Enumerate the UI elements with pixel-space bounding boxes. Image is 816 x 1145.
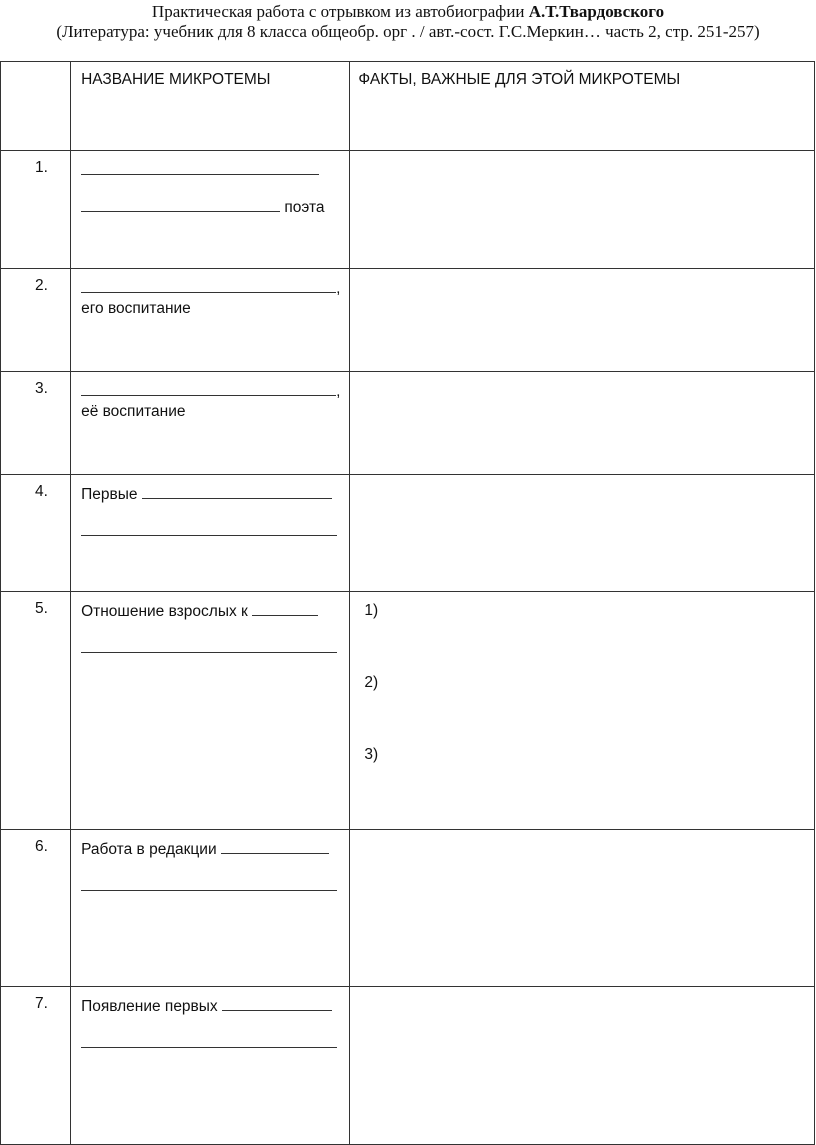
facts-cell[interactable]: [350, 987, 815, 1145]
answer-line: [81, 160, 339, 181]
answer-line: [81, 839, 339, 860]
facts-cell[interactable]: [350, 269, 815, 372]
answer-line: [81, 521, 339, 542]
column-header-name: НАЗВАНИЕ МИКРОТЕМЫ: [81, 71, 271, 88]
answer-text: Появление первых: [81, 998, 218, 1015]
table-row: [1, 592, 815, 830]
row-number-cell: [1, 151, 71, 269]
table-row: [1, 151, 815, 269]
microtheme-name-cell[interactable]: [71, 151, 350, 269]
answer-line: [81, 876, 339, 897]
answer-suffix: ,: [336, 383, 341, 400]
row-number: 7.: [35, 995, 48, 1012]
table-row: [1, 830, 815, 987]
answer-line: [81, 996, 339, 1017]
answer-text: Отношение взрослых к: [81, 603, 248, 620]
answer-line: [81, 278, 339, 299]
answer-text: её воспитание: [81, 403, 186, 420]
header-name-cell: [71, 62, 350, 151]
answer-blank[interactable]: [81, 638, 337, 653]
row-number-cell: [1, 830, 71, 987]
row-number: 6.: [35, 838, 48, 855]
answer-blank[interactable]: [81, 278, 336, 293]
row-number-cell: [1, 475, 71, 592]
fact-number: 2): [364, 674, 379, 691]
answer-line: [81, 484, 339, 505]
row-number-cell: [1, 592, 71, 830]
table-row: [1, 372, 815, 475]
answer-blank[interactable]: [81, 197, 280, 212]
facts-cell[interactable]: [350, 475, 815, 592]
facts-cell[interactable]: [350, 372, 815, 475]
table-header-row: [1, 62, 815, 151]
answer-blank[interactable]: [222, 996, 332, 1011]
answer-text: его воспитание: [81, 300, 191, 317]
microtheme-name-cell[interactable]: [71, 372, 350, 475]
answer-text: Работа в редакции: [81, 841, 217, 858]
fact-number: 3): [364, 746, 379, 763]
answer-line: [81, 1033, 339, 1054]
microtheme-table: [0, 61, 815, 1145]
row-number: 2.: [35, 277, 48, 294]
facts-cell[interactable]: [350, 151, 815, 269]
row-number: 3.: [35, 380, 48, 397]
answer-blank[interactable]: [142, 484, 332, 499]
answer-blank[interactable]: [81, 381, 336, 396]
microtheme-name-cell[interactable]: [71, 830, 350, 987]
facts-cell[interactable]: [350, 830, 815, 987]
answer-suffix: поэта: [284, 199, 325, 216]
answer-line: [81, 381, 339, 402]
header-num-cell: [1, 62, 71, 151]
answer-line: [81, 638, 339, 659]
row-number: 5.: [35, 600, 48, 617]
page-title: [0, 2, 816, 22]
microtheme-name-cell[interactable]: [71, 269, 350, 372]
table-row: [1, 269, 815, 372]
row-number: 1.: [35, 159, 48, 176]
fact-number: 1): [364, 602, 379, 619]
header-facts-cell: [350, 62, 815, 151]
answer-blank[interactable]: [81, 1033, 337, 1048]
row-number-cell: [1, 372, 71, 475]
title-author: А.Т.Твардовского: [528, 2, 665, 21]
answer-blank[interactable]: [81, 521, 337, 536]
answer-text: Первые: [81, 486, 138, 503]
row-number: 4.: [35, 483, 48, 500]
column-header-facts: ФАКТЫ, ВАЖНЫЕ ДЛЯ ЭТОЙ МИКРОТЕМЫ: [358, 71, 681, 88]
answer-line: [81, 197, 339, 218]
table-row: [1, 475, 815, 592]
answer-blank[interactable]: [81, 876, 337, 891]
microtheme-name-cell[interactable]: [71, 592, 350, 830]
title-text: Практическая работа с отрывком из автобиографии: [151, 2, 529, 21]
answer-blank[interactable]: [221, 839, 329, 854]
answer-line: [81, 601, 339, 622]
answer-blank[interactable]: [252, 601, 318, 616]
answer-blank[interactable]: [81, 160, 319, 175]
facts-cell[interactable]: [350, 592, 815, 830]
microtheme-name-cell[interactable]: [71, 987, 350, 1145]
microtheme-name-cell[interactable]: [71, 475, 350, 592]
row-number-cell: [1, 987, 71, 1145]
page-subtitle: (Литература: учебник для 8 класса общеобр. орг . / авт.-сост. Г.С.Меркин… часть 2, стр. 251-257): [56, 22, 760, 41]
row-number-cell: [1, 269, 71, 372]
table-row: [1, 987, 815, 1145]
answer-suffix: ,: [336, 280, 341, 297]
